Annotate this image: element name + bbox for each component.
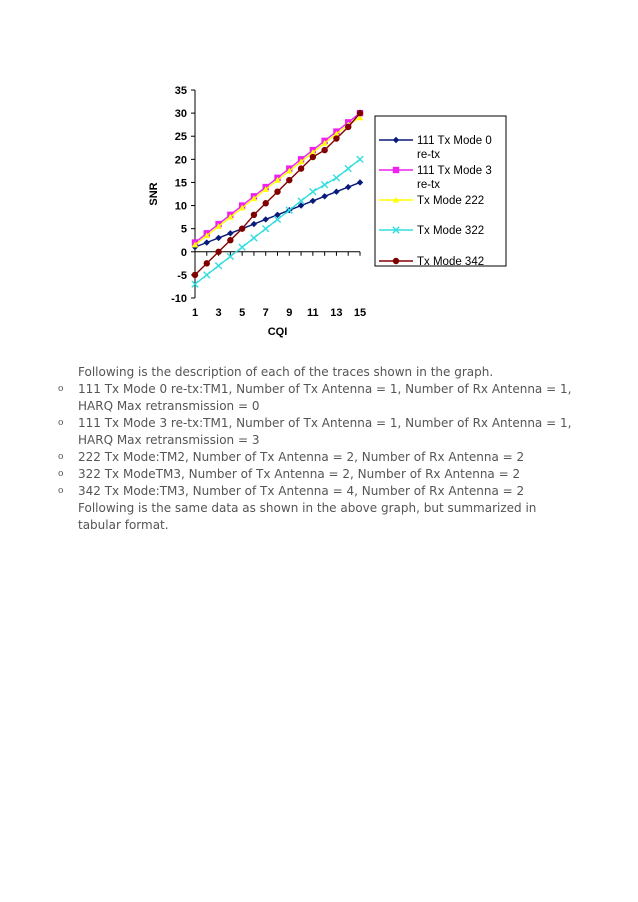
data-point (333, 135, 339, 141)
y-tick-label: 0 (180, 246, 187, 259)
legend-label: Tx Mode 222 (417, 195, 485, 207)
data-point (215, 262, 221, 268)
data-point (215, 235, 221, 241)
data-point (274, 188, 280, 194)
trace-description (58, 364, 578, 534)
data-point (333, 188, 339, 194)
data-point (321, 147, 327, 153)
y-tick-label: 5 (180, 223, 187, 236)
data-point (357, 179, 363, 185)
legend-label: Tx Mode 342 (417, 256, 485, 268)
data-point (263, 216, 269, 222)
data-point (263, 225, 269, 231)
x-tick-label: 1 (191, 307, 199, 319)
legend-label: re-tx (417, 149, 440, 161)
y-tick-label: 25 (174, 131, 187, 144)
data-point (310, 198, 316, 204)
x-tick-label: 9 (286, 307, 293, 319)
legend-marker (393, 167, 399, 173)
legend-label: 111 Tx Mode 3 (417, 165, 492, 177)
trace-item-111-mode3: o 111 Tx Mode 3 re-tx:TM1, Number of Tx Antenna = 1, Number of Rx Antenna = 1, HARQ Max retransmission = 3 (58, 416, 572, 447)
data-point (251, 212, 257, 218)
y-tick-label: 30 (174, 108, 187, 121)
y-tick-label: 10 (174, 200, 187, 213)
data-point (204, 239, 210, 245)
x-tick-label: 3 (215, 307, 222, 319)
data-point (239, 244, 245, 250)
data-point (204, 272, 210, 278)
data-point (357, 156, 363, 162)
data-point (298, 165, 304, 171)
y-tick-label: -10 (171, 293, 187, 305)
legend-label: Tx Mode 322 (417, 225, 485, 237)
data-point (215, 249, 221, 255)
y-tick-label: 35 (174, 85, 187, 97)
y-tick-label: -5 (177, 269, 187, 282)
data-point (310, 154, 316, 160)
x-tick-label: 15 (353, 307, 367, 319)
data-point (192, 272, 198, 278)
snr-vs-cqi-chart (130, 80, 520, 345)
x-tick-label: 13 (330, 307, 343, 319)
data-point (321, 193, 327, 199)
bullet-icon: o (58, 486, 64, 496)
x-tick-label: 11 (307, 307, 319, 319)
data-point (227, 230, 233, 236)
data-point (263, 200, 269, 206)
trace-item-111-mode0: o 111 Tx Mode 0 re-tx:TM1, Number of Tx Antenna = 1, Number of Rx Antenna = 1, HARQ Max retransmission = 0 (58, 382, 572, 413)
data-point (357, 110, 363, 116)
y-axis-title: SNR (148, 182, 160, 206)
data-point (310, 188, 316, 194)
bullet-icon: o (58, 452, 64, 462)
description-intro: Following is the description of each of the traces shown in the graph. (78, 365, 494, 379)
data-point (345, 184, 351, 190)
bullet-icon: o (58, 469, 64, 479)
data-point (333, 175, 339, 181)
bullet-icon: o (58, 418, 64, 428)
trace-item-342: o 342 Tx Mode:TM3, Number of Tx Antenna = 4, Number of Rx Antenna = 2 (58, 484, 525, 498)
x-tick-label: 5 (239, 307, 246, 319)
data-point (251, 221, 257, 227)
y-tick-label: 20 (174, 154, 187, 167)
x-tick-label: 7 (262, 307, 269, 319)
description-outro: Following is the same data as shown in the above graph, but summarized in tabular format. (78, 501, 537, 532)
data-point (204, 260, 210, 266)
data-point (321, 182, 327, 188)
x-axis-title: CQI (267, 326, 288, 338)
legend-label: re-tx (417, 179, 440, 191)
data-point (286, 177, 292, 183)
trace-item-322: o 322 Tx ModeTM3, Number of Tx Antenna = 2, Number of Rx Antenna = 2 (58, 467, 521, 481)
y-tick-label: 15 (174, 177, 187, 190)
data-point (345, 124, 351, 130)
legend-marker (393, 258, 399, 264)
trace-list (58, 381, 578, 500)
trace-item-222: o 222 Tx Mode:TM2, Number of Tx Antenna = 2, Number of Rx Antenna = 2 (58, 450, 525, 464)
data-point (251, 235, 257, 241)
data-point (227, 237, 233, 243)
bullet-icon: o (58, 384, 64, 394)
data-point (345, 165, 351, 171)
data-point (239, 225, 245, 231)
legend-label: 111 Tx Mode 0 (417, 135, 492, 147)
